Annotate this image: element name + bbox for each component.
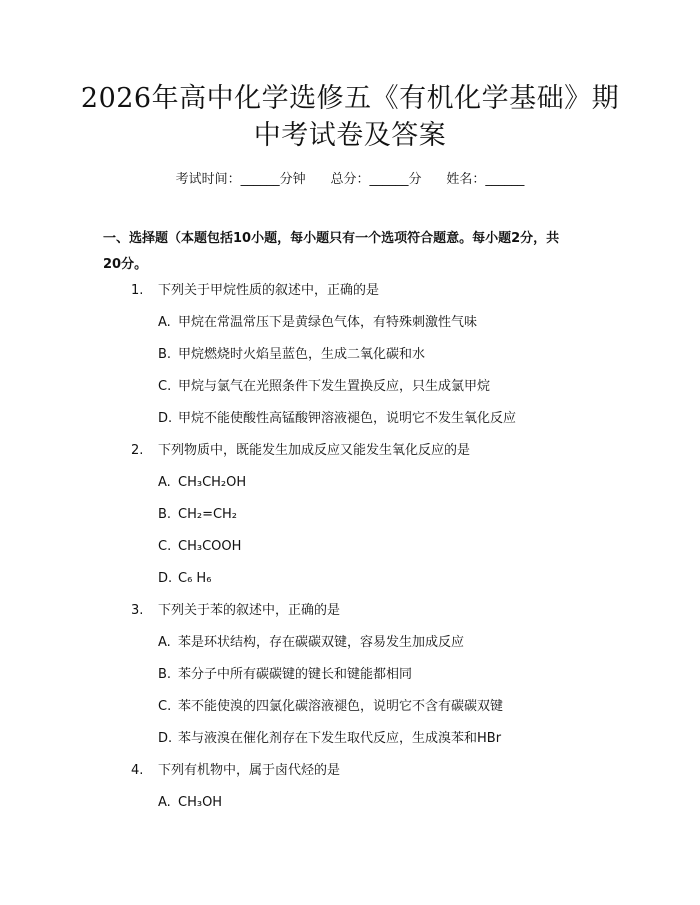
question-3-option-d bbox=[158, 730, 501, 748]
section-heading bbox=[103, 226, 603, 278]
option-letter: B. bbox=[158, 507, 172, 522]
question-2 bbox=[131, 442, 470, 460]
question-4-option-a bbox=[158, 794, 222, 812]
question-3 bbox=[131, 602, 340, 620]
question-1 bbox=[131, 282, 379, 300]
option-text: 苯不能使溴的四氯化碳溶液褪色，说明它不含有碳碳双键 bbox=[178, 699, 504, 714]
exam-time-label: 考试时间： bbox=[175, 172, 241, 187]
question-1-option-a bbox=[158, 314, 477, 332]
option-letter: A. bbox=[158, 795, 171, 810]
option-text: CH₃OH bbox=[178, 795, 223, 810]
option-letter: A. bbox=[158, 475, 171, 490]
option-text: CH₃COOH bbox=[178, 539, 242, 554]
question-number: 3. bbox=[131, 603, 144, 618]
question-number: 2. bbox=[131, 443, 144, 458]
question-3-option-b bbox=[158, 666, 412, 684]
option-text: 甲烷与氯气在光照条件下发生置换反应，只生成氯甲烷 bbox=[178, 379, 491, 394]
name-blank: ______ bbox=[485, 172, 525, 187]
exam-info-line bbox=[0, 168, 700, 187]
question-2-option-d bbox=[158, 570, 211, 588]
exam-time-blank: ______ bbox=[240, 172, 280, 187]
question-text: 下列关于苯的叙述中，正确的是 bbox=[158, 603, 341, 618]
question-4 bbox=[131, 762, 340, 780]
option-text: 甲烷不能使酸性高锰酸钾溶液褪色，说明它不发生氧化反应 bbox=[178, 411, 517, 426]
option-text: 苯是环状结构，存在碳碳双键，容易发生加成反应 bbox=[178, 635, 465, 650]
option-text: 苯分子中所有碳碳键的键长和键能都相同 bbox=[178, 667, 413, 682]
section-heading-line-1: 一、选择题（本题包括10小题，每小题只有一个选项符合题意。每小题2分，共 bbox=[103, 231, 560, 246]
option-letter: D. bbox=[158, 731, 173, 746]
exam-time-unit: 分钟 bbox=[279, 172, 306, 187]
option-text: 苯与液溴在催化剂存在下发生取代反应，生成溴苯和HBr bbox=[178, 731, 502, 746]
page-title-line-2: 中考试卷及答案 bbox=[253, 120, 447, 151]
total-score-unit: 分 bbox=[408, 172, 422, 187]
name-label: 姓名： bbox=[446, 172, 486, 187]
question-text: 下列有机物中，属于卤代烃的是 bbox=[158, 763, 341, 778]
option-letter: D. bbox=[158, 571, 173, 586]
total-score-label: 总分： bbox=[330, 172, 370, 187]
question-number: 1. bbox=[131, 283, 144, 298]
question-2-option-b bbox=[158, 506, 237, 524]
option-letter: C. bbox=[158, 379, 172, 394]
option-letter: A. bbox=[158, 635, 171, 650]
option-text: 甲烷燃烧时火焰呈蓝色，生成二氧化碳和水 bbox=[178, 347, 426, 362]
option-letter: C. bbox=[158, 539, 172, 554]
question-text: 下列关于甲烷性质的叙述中，正确的是 bbox=[158, 283, 380, 298]
question-3-option-c bbox=[158, 698, 503, 716]
option-letter: D. bbox=[158, 411, 173, 426]
question-2-option-c bbox=[158, 538, 241, 556]
option-text: C₆ H₆ bbox=[178, 571, 212, 586]
question-1-option-b bbox=[158, 346, 425, 364]
question-1-option-d bbox=[158, 410, 516, 428]
option-letter: A. bbox=[158, 315, 171, 330]
question-number: 4. bbox=[131, 763, 144, 778]
option-text: CH₂=CH₂ bbox=[178, 507, 238, 522]
option-text: CH₃CH₂OH bbox=[178, 475, 247, 490]
question-text: 下列物质中，既能发生加成反应又能发生氧化反应的是 bbox=[158, 443, 471, 458]
option-letter: C. bbox=[158, 699, 172, 714]
question-3-option-a bbox=[158, 634, 464, 652]
section-heading-line-2: 20分。 bbox=[103, 257, 148, 272]
page-title-line-1: 2026年高中化学选修五《有机化学基础》期 bbox=[80, 83, 620, 114]
option-text: 甲烷在常温常压下是黄绿色气体，有特殊刺激性气味 bbox=[178, 315, 478, 330]
total-score-blank: ______ bbox=[369, 172, 409, 187]
question-2-option-a bbox=[158, 474, 246, 492]
option-letter: B. bbox=[158, 347, 172, 362]
question-1-option-c bbox=[158, 378, 490, 396]
option-letter: B. bbox=[158, 667, 172, 682]
